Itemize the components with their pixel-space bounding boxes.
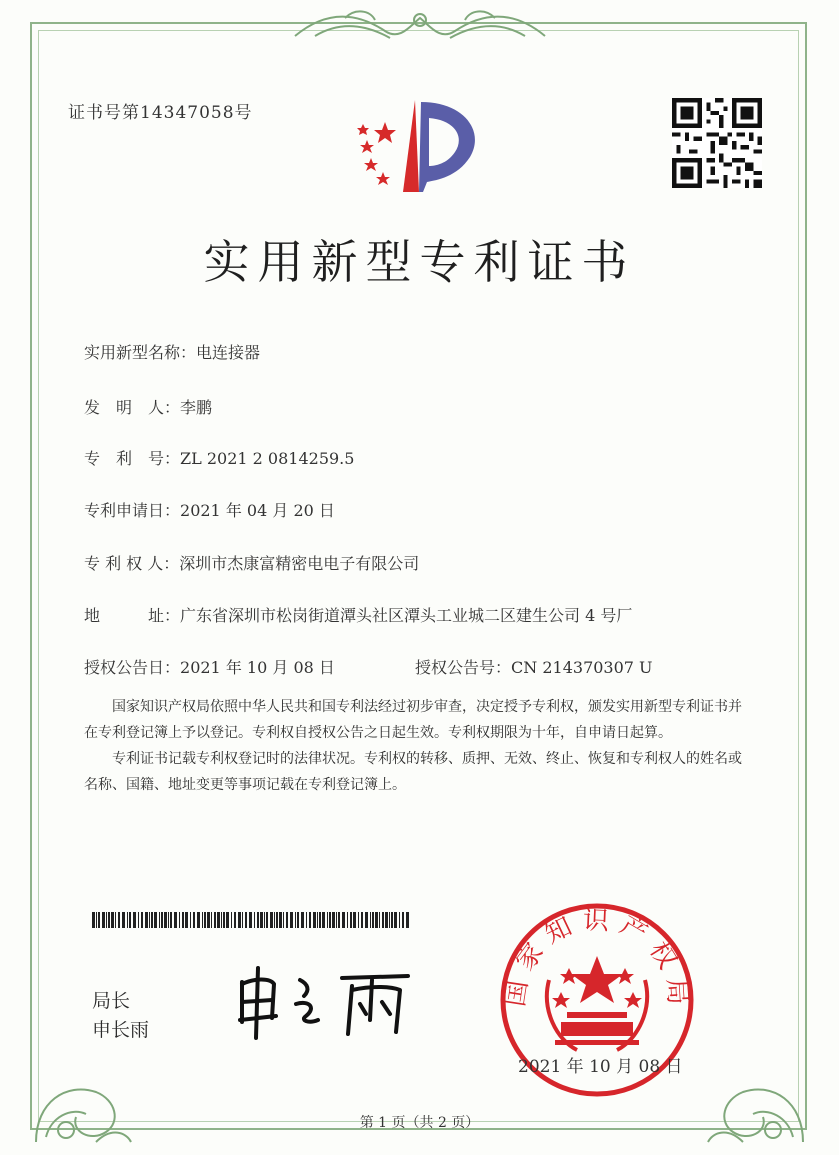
svg-text:国家知识产权局: 国家知识产权局: [500, 905, 693, 1015]
field-label: 专利申请日：: [84, 501, 181, 520]
notice-paragraph-1: 国家知识产权局依照中华人民共和国专利法经过初步审查，决定授予专利权，颁发实用新型专利证书并在专利登记簿上予以登记。专利权自授权公告之日起生效。专利权期限为十年，自申请日起算。: [84, 699, 742, 741]
barcode-icon: [92, 912, 412, 928]
field-grant-number: [415, 655, 653, 678]
field-label: 实用新型名称：: [84, 343, 197, 362]
field-patentee: [84, 551, 419, 574]
field-label: 授权公告日：: [84, 658, 181, 677]
notice-text: [84, 694, 754, 798]
field-value: CN 214370307 U: [511, 658, 653, 677]
certificate-number: 证书号第14347058号: [68, 103, 253, 123]
seal-date: 2021 年 10 月 08 日: [518, 1057, 683, 1077]
cnipa-emblem-icon: [345, 92, 485, 202]
field-label: 发 明 人：: [84, 398, 181, 417]
field-value: 2021 年 10 月 08 日: [180, 658, 335, 677]
page-number: 第 1 页（共 2 页）: [359, 1115, 480, 1131]
notice-paragraph-2: 专利证书记载专利权登记时的法律状况。专利权的转移、质押、无效、终止、恢复和专利权人的姓名或名称、国籍、地址变更等事项记载在专利登记簿上。: [84, 751, 742, 793]
field-grant-date: [84, 655, 335, 678]
field-patent-number: [84, 446, 354, 469]
field-value: 李鹏: [180, 398, 213, 417]
director-signature: [230, 960, 420, 1040]
field-utility-model-name: [84, 340, 260, 363]
field-label: 授权公告号：: [415, 658, 512, 677]
field-value: 深圳市杰康富精密电电子有限公司: [179, 554, 420, 573]
field-filing-date: [84, 498, 335, 521]
field-label: 专 利 号：: [84, 449, 181, 468]
field-value: ZL 2021 2 0814259.5: [180, 449, 355, 468]
field-value: 广东省深圳市松岗街道潭头社区潭头工业城二区建生公司 4 号厂: [180, 606, 633, 625]
field-value: 电连接器: [196, 343, 261, 362]
field-label: 地 址：: [84, 606, 181, 625]
qr-code-icon: [672, 98, 762, 188]
top-ornament: [285, 6, 555, 46]
field-label: 专 利 权 人：: [84, 554, 180, 573]
field-inventor: [84, 395, 212, 418]
director-name: 申长雨: [92, 1019, 150, 1041]
field-address: [84, 603, 632, 626]
certificate-title: 实用新型专利证书: [203, 235, 636, 289]
field-value: 2021 年 04 月 20 日: [180, 501, 335, 520]
director-title: 局长: [92, 990, 131, 1012]
